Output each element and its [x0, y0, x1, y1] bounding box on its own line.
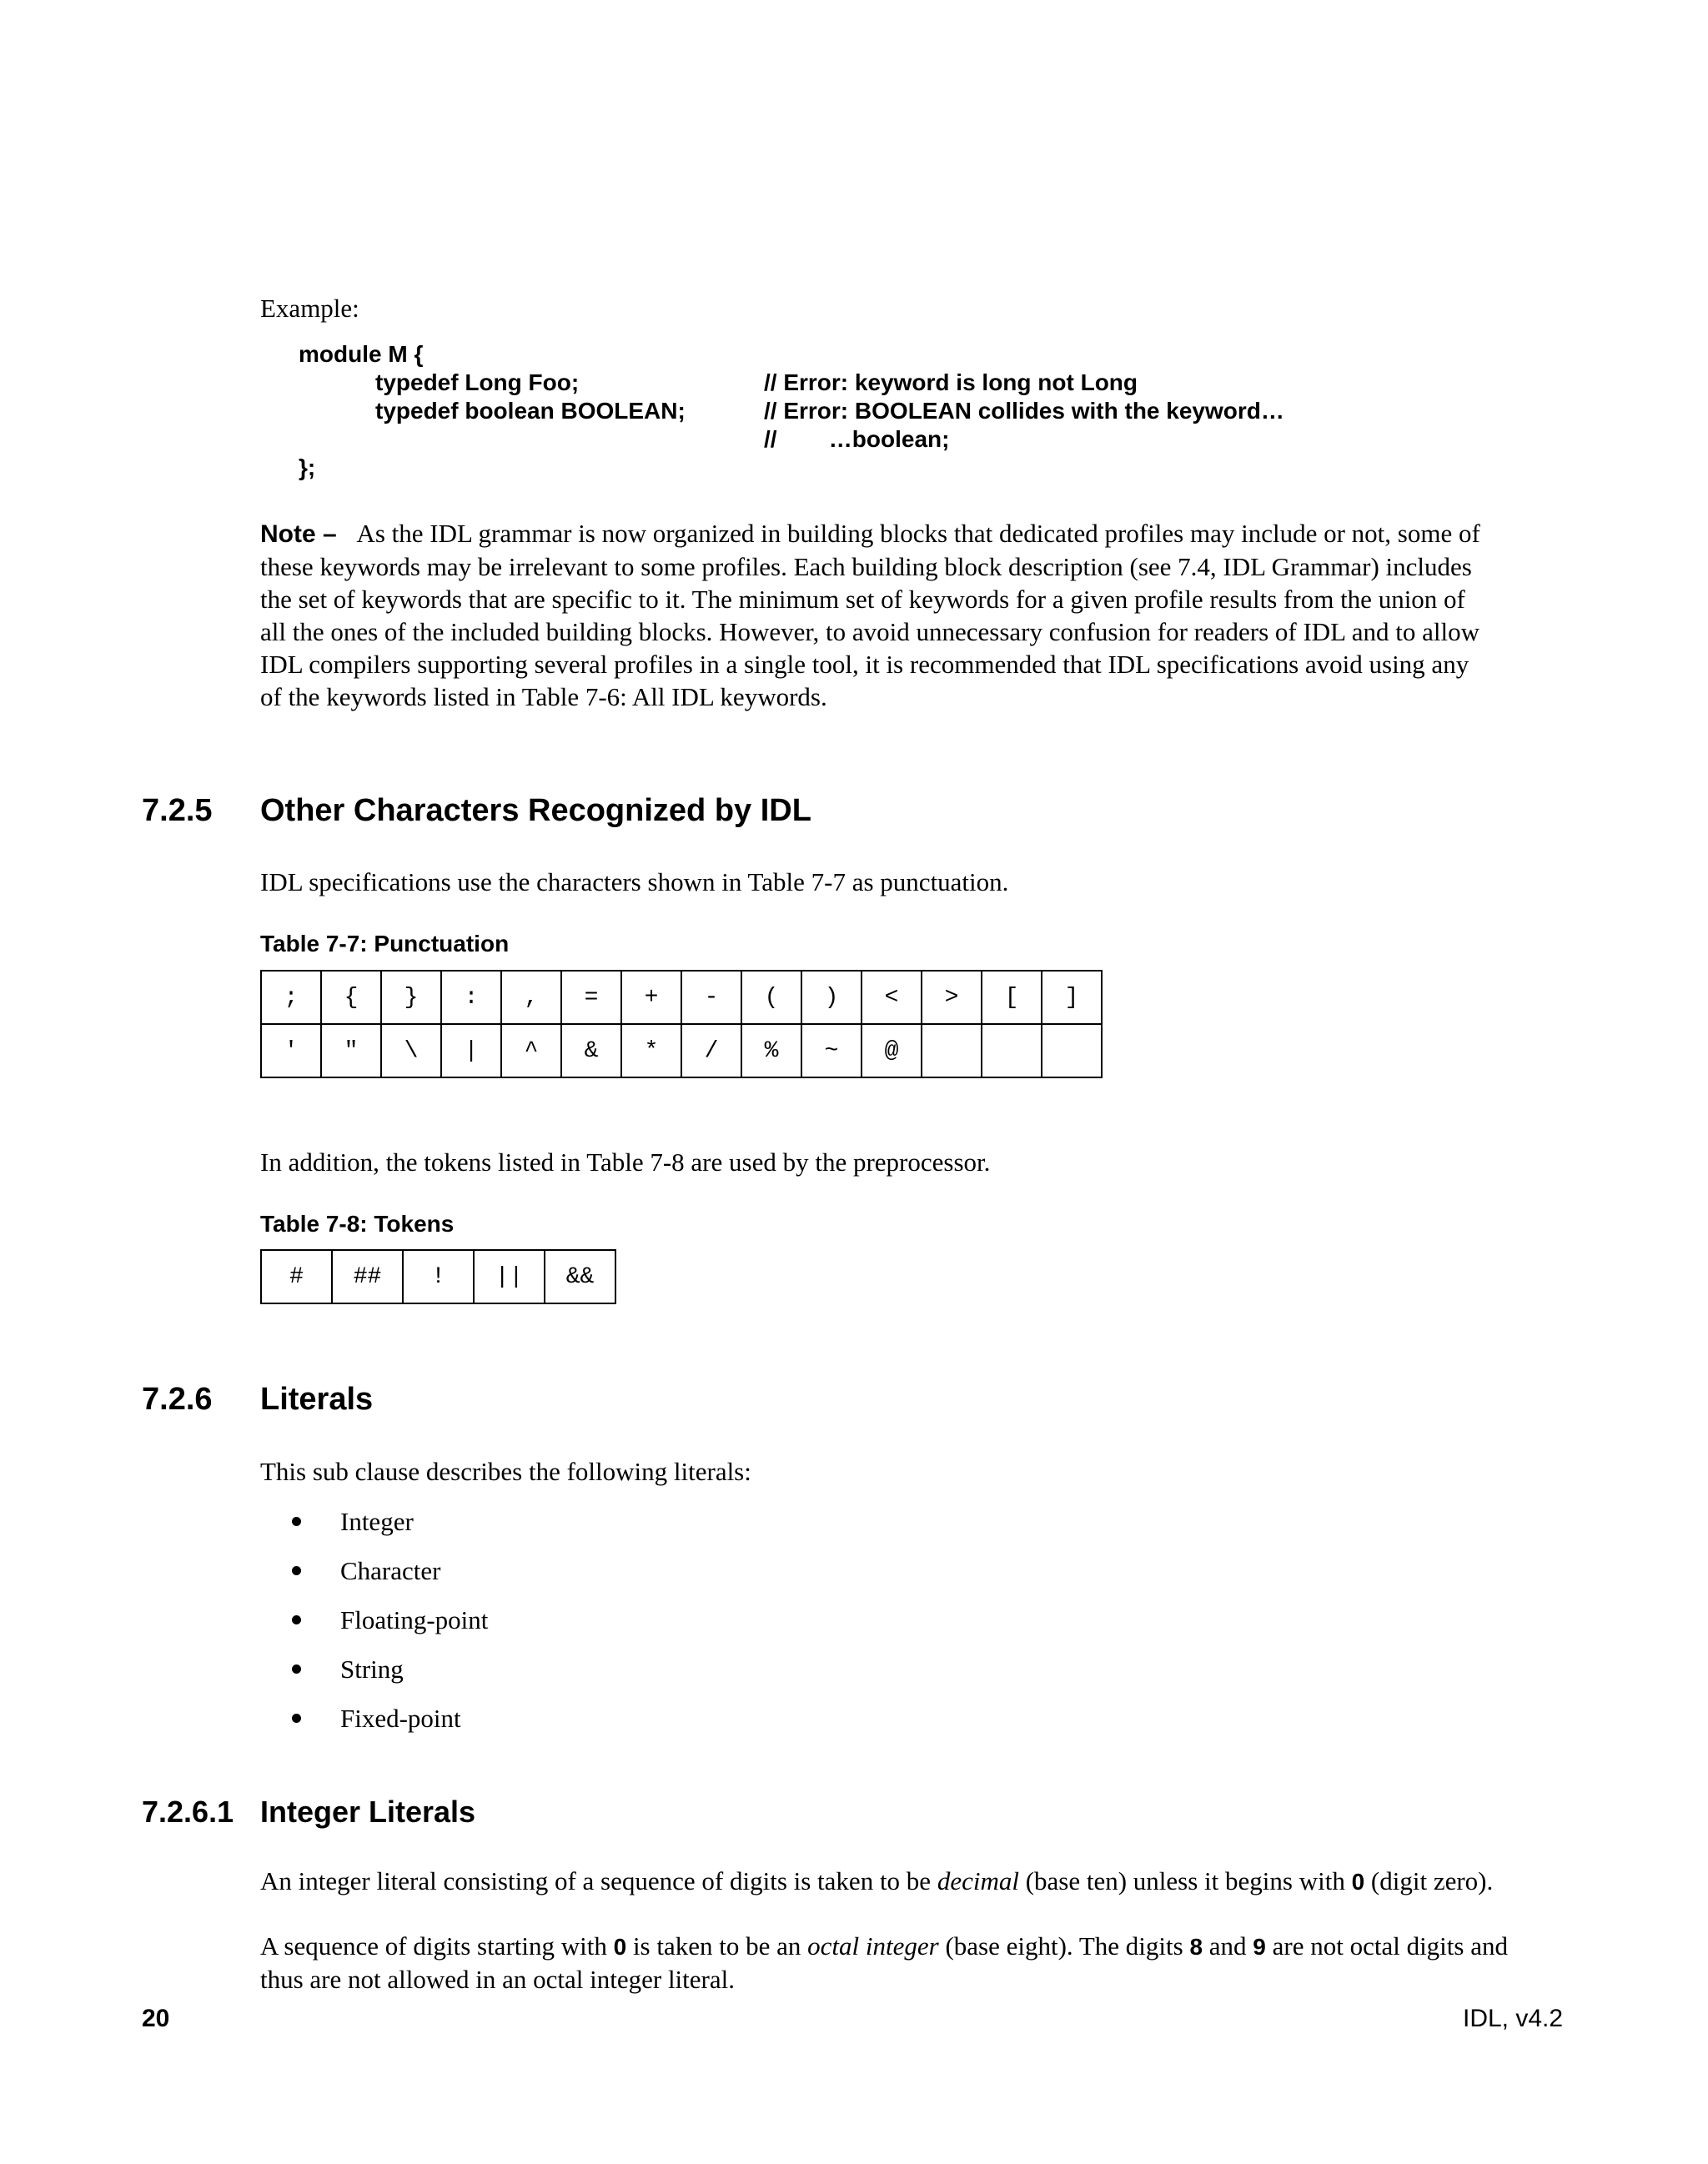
code-comment-3: // Error: BOOLEAN collides with the keyword… — [764, 398, 1284, 424]
section-number-726: 7.2.6 — [142, 1382, 213, 1417]
punctuation-cell: , — [501, 971, 561, 1024]
table-7-8-caption: Table 7-8: Tokens — [260, 1211, 455, 1237]
punctuation-cell: { — [321, 971, 381, 1024]
p2-text-e: (base eight). The digits — [938, 1931, 1190, 1961]
punctuation-intro: IDL specifications use the characters shown in Table 7-7 as punctuation. — [260, 867, 1009, 896]
note-line-3: the set of keywords that are specific to it. The minimum set of keywords for a given profile results from the union of — [260, 585, 1465, 614]
p1-text-a: An integer literal consisting of a sequence of digits is taken to be — [260, 1866, 937, 1895]
punctuation-cell: - — [681, 971, 741, 1024]
table-row — [261, 1250, 615, 1303]
code-comment-4: // …boolean; — [764, 426, 950, 452]
list-item — [292, 1702, 792, 1751]
section-title-7261: Integer Literals — [260, 1795, 476, 1829]
list-item — [292, 1505, 792, 1554]
note-line-4: all the ones of the included building blocks. However, to avoid unnecessary confusion for readers of IDL and to allow — [260, 617, 1479, 646]
literal-item-character: Character — [340, 1556, 441, 1585]
punctuation-cell: } — [381, 971, 441, 1024]
note-line-5: IDL compilers supporting several profiles in a single tool, it is recommended that IDL specifications avoid using any — [260, 650, 1469, 679]
section-number-7261: 7.2.6.1 — [142, 1795, 234, 1829]
section-number-725: 7.2.5 — [142, 793, 213, 828]
token-cell: && — [545, 1250, 615, 1303]
punctuation-cell: % — [741, 1024, 801, 1077]
table-row — [261, 971, 1102, 1024]
punctuation-cell: ^ — [501, 1024, 561, 1077]
p2-digit-nine: 9 — [1253, 1934, 1266, 1960]
bullet-icon — [292, 1615, 301, 1624]
p1-text-e: (digit zero). — [1364, 1866, 1494, 1895]
integer-literal-paragraph-2 — [260, 1930, 1595, 1996]
note-line-6: of the keywords listed in Table 7-6: All IDL keywords. — [260, 682, 827, 711]
punctuation-cell: + — [621, 971, 681, 1024]
literal-item-fixed-point: Fixed-point — [340, 1704, 461, 1733]
p1-term-decimal: decimal — [937, 1866, 1019, 1895]
literal-item-floating-point: Floating-point — [340, 1605, 489, 1634]
punctuation-cell: | — [441, 1024, 501, 1077]
punctuation-cell: ~ — [801, 1024, 862, 1077]
bullet-icon — [292, 1664, 301, 1674]
p2-digit-zero: 0 — [613, 1934, 627, 1960]
token-cell: ## — [332, 1250, 403, 1303]
punctuation-cell — [922, 1024, 982, 1077]
section-title-726: Literals — [260, 1382, 374, 1417]
punctuation-cell: @ — [862, 1024, 922, 1077]
punctuation-cell: : — [441, 971, 501, 1024]
code-line-2: typedef Long Foo; — [375, 369, 580, 395]
section-title-725: Other Characters Recognized by IDL — [260, 793, 811, 828]
punctuation-cell: ; — [261, 971, 321, 1024]
p2-text-c: is taken to be an — [626, 1931, 808, 1961]
token-cell: || — [474, 1250, 545, 1303]
punctuation-cell: < — [862, 971, 922, 1024]
tokens-intro: In addition, the tokens listed in Table 7-8 are used by the preprocessor. — [260, 1147, 991, 1177]
punctuation-cell: * — [621, 1024, 681, 1077]
integer-literal-paragraph-1 — [260, 1865, 1493, 1898]
bullet-icon — [292, 1714, 301, 1723]
token-cell: # — [261, 1250, 332, 1303]
token-cell: ! — [403, 1250, 474, 1303]
punctuation-cell: ] — [1042, 971, 1102, 1024]
literal-item-integer: Integer — [340, 1507, 414, 1536]
code-line-5: }; — [299, 454, 316, 480]
p2-line-2: thus are not allowed in an octal integer literal. — [260, 1965, 735, 1994]
example-label: Example: — [260, 294, 359, 323]
bullet-icon — [292, 1566, 301, 1575]
punctuation-cell: [ — [982, 971, 1042, 1024]
table-7-7-caption: Table 7-7: Punctuation — [260, 931, 510, 956]
note-paragraph — [260, 517, 1578, 713]
table-row — [261, 1024, 1102, 1077]
note-line-2: these keywords may be irrelevant to some profiles. Each building block description (see 7.4, IDL Grammar) includes — [260, 552, 1472, 581]
p2-text-g: and — [1203, 1931, 1253, 1961]
punctuation-cell: \ — [381, 1024, 441, 1077]
punctuation-table — [260, 970, 1103, 1078]
p1-text-c: (base ten) unless it begins with — [1018, 1866, 1352, 1895]
literal-item-string: String — [340, 1654, 404, 1684]
punctuation-cell: ) — [801, 971, 862, 1024]
punctuation-cell: > — [922, 971, 982, 1024]
code-comment-2: // Error: keyword is long not Long — [764, 369, 1138, 395]
list-item — [292, 1653, 792, 1702]
note-label: Note – — [260, 520, 337, 548]
code-line-1: module M { — [299, 341, 424, 367]
punctuation-cell: & — [561, 1024, 621, 1077]
bullet-icon — [292, 1517, 301, 1526]
punctuation-cell — [1042, 1024, 1102, 1077]
punctuation-cell: = — [561, 971, 621, 1024]
punctuation-cell: ( — [741, 971, 801, 1024]
p1-digit-zero: 0 — [1351, 1869, 1365, 1895]
punctuation-cell: / — [681, 1024, 741, 1077]
tokens-table — [260, 1249, 616, 1304]
punctuation-cell: ' — [261, 1024, 321, 1077]
punctuation-cell — [982, 1024, 1042, 1077]
literals-list — [292, 1505, 792, 1751]
p2-digit-eight: 8 — [1189, 1934, 1203, 1960]
p2-text-i: are not octal digits and — [1265, 1931, 1508, 1961]
p2-term-octal-integer: octal integer — [807, 1931, 939, 1961]
punctuation-cell: " — [321, 1024, 381, 1077]
p2-text-a: A sequence of digits starting with — [260, 1931, 614, 1961]
list-item — [292, 1604, 792, 1653]
list-item — [292, 1554, 792, 1604]
note-line-1: As the IDL grammar is now organized in building blocks that dedicated profiles may include or not, some of — [356, 519, 1480, 548]
page-number: 20 — [142, 2005, 170, 2032]
literals-intro: This sub clause describes the following literals: — [260, 1457, 751, 1486]
doc-version: IDL, v4.2 — [1463, 2005, 1564, 2032]
code-line-3: typedef boolean BOOLEAN; — [375, 398, 686, 424]
